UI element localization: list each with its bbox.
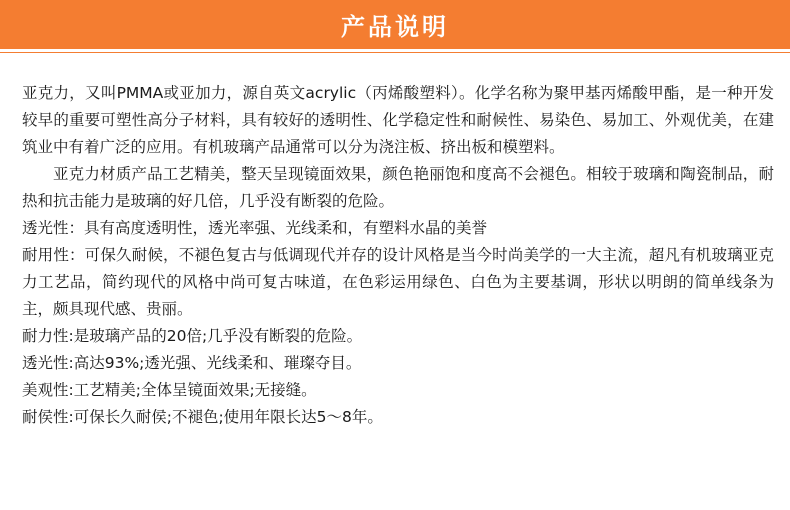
header-banner [0,0,790,49]
page-title: 产品说明 [341,13,449,41]
spec-weather-resistance: 耐侯性:可保长久耐侯;不褪色;使用年限长达5～8年。 [22,408,383,426]
spec-light-transmission: 透光性:高达93%;透光强、光线柔和、璀璨夺目。 [22,354,362,372]
spec-appearance: 美观性:工艺精美;全体呈镜面效果;无接缝。 [22,381,317,399]
durability-paragraph: 耐用性：可保久耐候，不褪色复古与低调现代并存的设计风格是当今时尚美学的一大主流，超凡有机玻璃亚克力工艺品，简约现代的风格中尚可复古味道，在色彩运用绿色、白色为主要基调，形状以明朗的简单线条为主，颇具现代感、贵丽。 [22,246,774,318]
intro-paragraph: 亚克力，又叫PMMA或亚加力，源自英文acrylic（丙烯酸塑料）。化学名称为聚甲基丙烯酸甲酯，是一种开发较早的重要可塑性高分子材料，具有较好的透明性、化学稳定性和耐候性、易染色、易加工、外观优美，在建筑业中有着广泛的应用。有机玻璃产品通常可以分为浇注板、挤出板和模塑料。 [22,84,774,156]
header-divider [0,52,790,53]
spec-strength: 耐力性:是玻璃产品的20倍;几乎没有断裂的危险。 [22,327,363,345]
description-body [22,80,774,431]
transparency-paragraph: 透光性：具有高度透明性，透光率强、光线柔和，有塑料水晶的美誉 [22,219,488,237]
craft-paragraph: 亚克力材质产品工艺精美，整天呈现镜面效果，颜色艳丽饱和度高不会褪色。相较于玻璃和陶瓷制品，耐热和抗击能力是玻璃的好几倍，几乎没有断裂的危险。 [22,165,774,210]
